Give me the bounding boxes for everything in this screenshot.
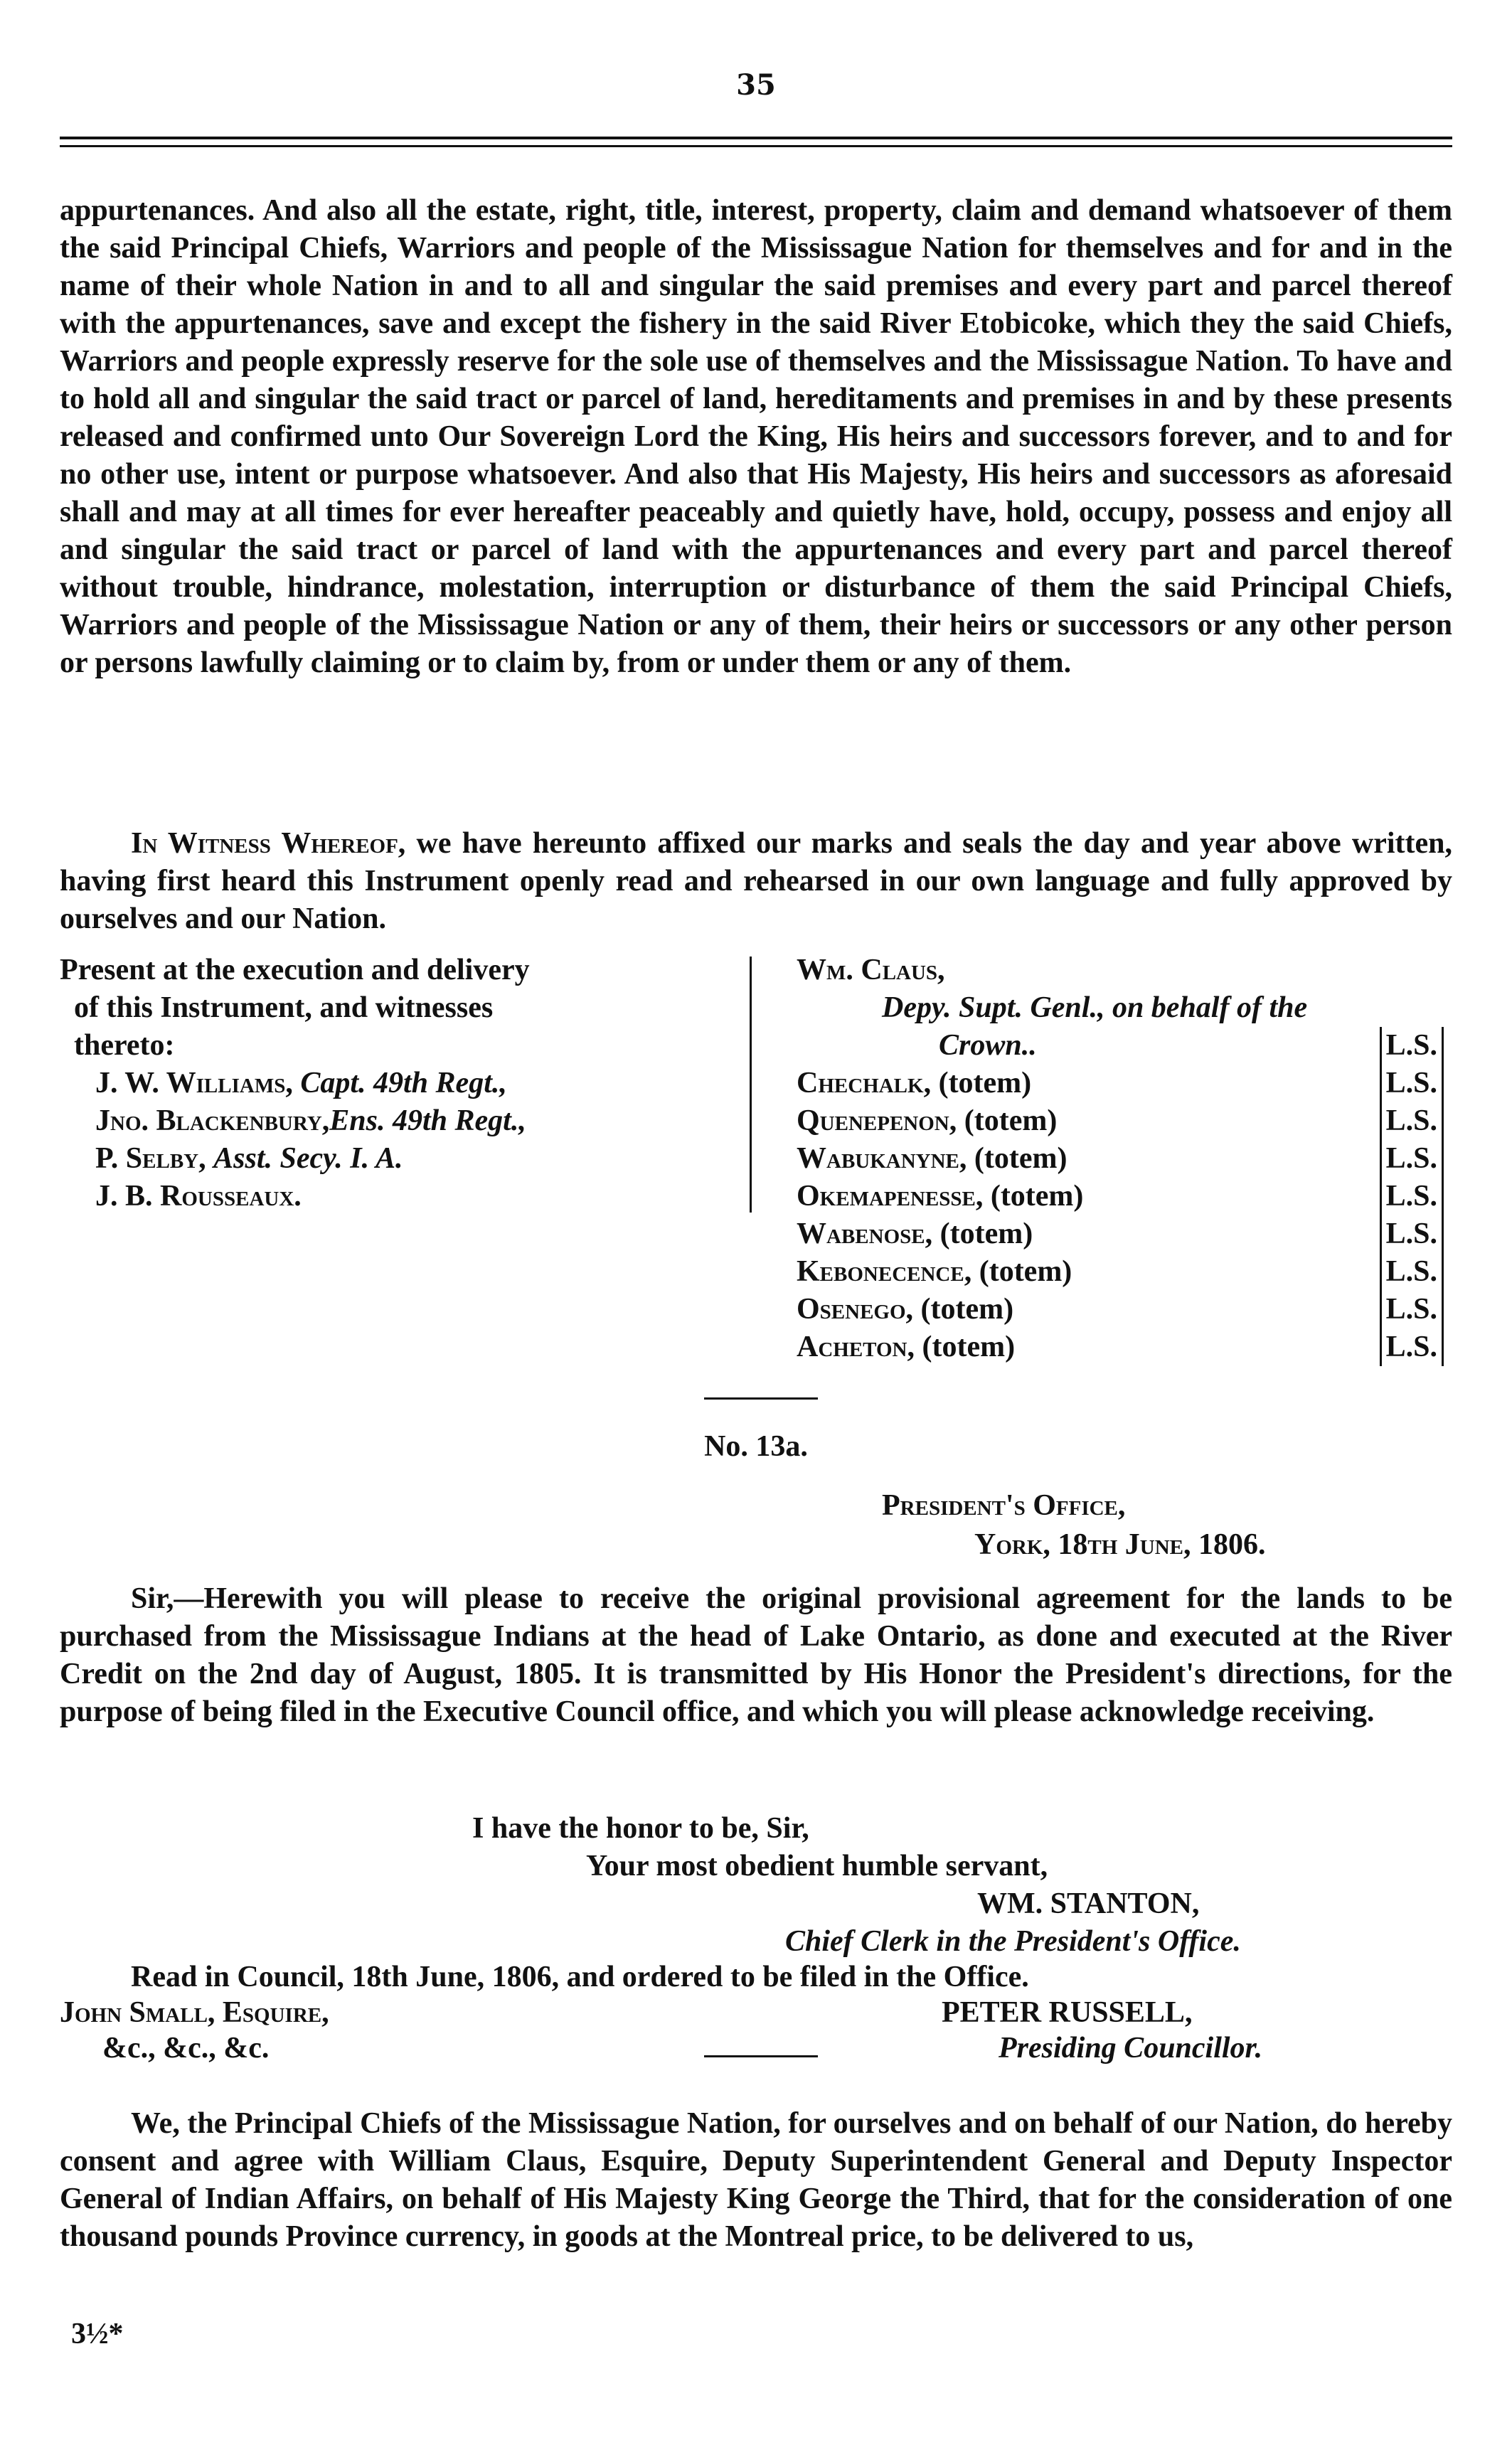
deed-text: appurtenances. And also all the estate, right, title, interest, property, claim and demand whatsoever of them the said Principal Chiefs, Warriors and people of the Mississague Nation for themselves and for and in the name of their whole Nation in and to all and singular the said premises and every part and parcel thereof with the appurtenances, save and except the fishery in the said River Etobicoke, which they the said Chiefs, Warriors and people expressly reserve for the sole use of themselves and the Mississague Nation. To have and to hold all and singular the said tract or parcel of land, hereditaments and premises in and by these presents released and confirmed unto Our Sovereign Lord the King, His heirs and successors forever, and to and for no other use, intent or purpose whatsoever. And also that His Majesty, His heirs and successors as aforesaid shall and may at all times for ever hereafter peaceably and quietly have, hold, occupy, possess and enjoy all and singular the said tract or parcel of land with the appurtenances and every part and parcel thereof without trouble, hindrance, molestation, interruption or disturbance of them the said Principal Chiefs, Warriors and people of the Mississague Nation or any of them, their heirs or successors or any other person or persons lawfully claiming or to claim by, from or under them or any of them. [60,194,1452,679]
witness-name-row: J. W. Williams, Capt. 49th Regt., [95,1067,507,1099]
council-row [60,2030,1452,2066]
witness-intro-line: thereto: [74,1029,175,1062]
signer-row: Okemapenesse, (totem) L.S. [797,1178,1458,1215]
section-divider [704,1397,818,1400]
witness-brace [740,957,752,1213]
header-rule [60,137,1452,139]
seal-mark: L.S. [1380,1065,1444,1102]
seal-mark: L.S. [1380,1253,1444,1291]
office-place-date: York, 18th June, 1806. [974,1528,1266,1561]
seal-mark: L.S. [1380,1102,1444,1140]
signer-row: Crown.. L.S. [797,1027,1458,1065]
seal-mark: L.S. [1380,1215,1444,1253]
signer-head: Wm. Claus, [797,954,945,986]
section-divider [704,2055,818,2057]
seal-mark: L.S. [1380,1291,1444,1328]
signer-row: Acheton, (totem) L.S. [797,1328,1458,1366]
signer-row: Osenego, (totem) L.S. [797,1291,1458,1328]
signers-block [797,952,1458,1366]
signer-row: Kebonecence, (totem) L.S. [797,1253,1458,1291]
closing-title: Chief Clerk in the President's Office. [785,1925,1241,1958]
witness-name-row: J. B. Rousseaux. [95,1180,302,1213]
closing-line: Your most obedient humble servant, [586,1850,1048,1882]
seal-mark: L.S. [1380,1027,1444,1065]
signer-title: Depy. Supt. Genl., on behalf of the [882,991,1308,1024]
witness-name-row: Jno. Blackenbury,Ens. 49th Regt., [95,1104,526,1137]
agreement-text: We, the Principal Chiefs of the Mississague Nation, for ourselves and on behalf of our Nation, do hereby consent and agree with William Claus, Esquire, Deputy Superintendent General and Deputy Inspector General of Indian Affairs, on behalf of His Majesty King George the Third, that for the consideration of one thousand pounds Province currency, in goods at the Montreal price, to be delivered to us, [60,2107,1452,2253]
document-number: No. 13a. [704,1430,808,1463]
addressee-etc: &c., &c., &c. [102,2032,270,2065]
council-read-line: Read in Council, 18th June, 1806, and ordered to be filed in the Office. [131,1961,1029,1993]
letter-body [60,1580,1452,1731]
letter-closing [60,1810,1452,1961]
council-note [60,1959,1452,2066]
seal-mark: L.S. [1380,1140,1444,1178]
page-number: 35 [736,68,776,102]
witness-paragraph [60,825,1452,938]
witness-intro-line: Present at the execution and delivery [60,954,530,986]
signer-row: Wabukanyne, (totem) L.S. [797,1140,1458,1178]
letter-text: Sir,—Herewith you will please to receive the original provisional agreement for the lands to be purchased from the Mississague Indians at the head of Lake Ontario, as done and executed at the River Credit on the 2nd day of August, 1805. It is transmitted by His Honor the President's directions, for the purpose of being filed in the Executive Council office, and which you will please acknowledge receiving. [60,1582,1452,1728]
witness-intro-line: of this Instrument, and witnesses [74,991,494,1024]
deed-paragraph [60,192,1452,682]
addressee: John Small, Esquire, [60,1996,329,2029]
signer-row: Wabenose, (totem) L.S. [797,1215,1458,1253]
witnesses-block [60,952,771,1215]
office-heading [882,1486,1266,1565]
seal-mark: L.S. [1380,1328,1444,1366]
closing-line: I have the honor to be, Sir, [472,1812,809,1845]
witness-lead: In Witness Whereof, [131,827,406,860]
council-row [60,1995,1452,2030]
header-rule-secondary [60,145,1452,147]
council-signer-title: Presiding Councillor. [999,2032,1263,2065]
signer-row: Chechalk, (totem) L.S. [797,1065,1458,1102]
signer-row: Quenepenon, (totem) L.S. [797,1102,1458,1140]
witness-text: we have hereunto affixed our marks and seals the day and year above written, having first heard this Instrument openly read and rehearsed in our own language and fully approved by ourselves and our Nation. [60,827,1452,935]
witness-name-row: P. Selby, Asst. Secy. I. A. [95,1142,403,1175]
seal-mark: L.S. [1380,1178,1444,1215]
closing-signature: WM. STANTON, [977,1887,1200,1920]
signature-mark: 3½* [71,2318,124,2350]
agreement-paragraph [60,2105,1452,2256]
council-signer: PETER RUSSELL, [942,1996,1193,2029]
office-name: President's Office, [882,1489,1126,1522]
